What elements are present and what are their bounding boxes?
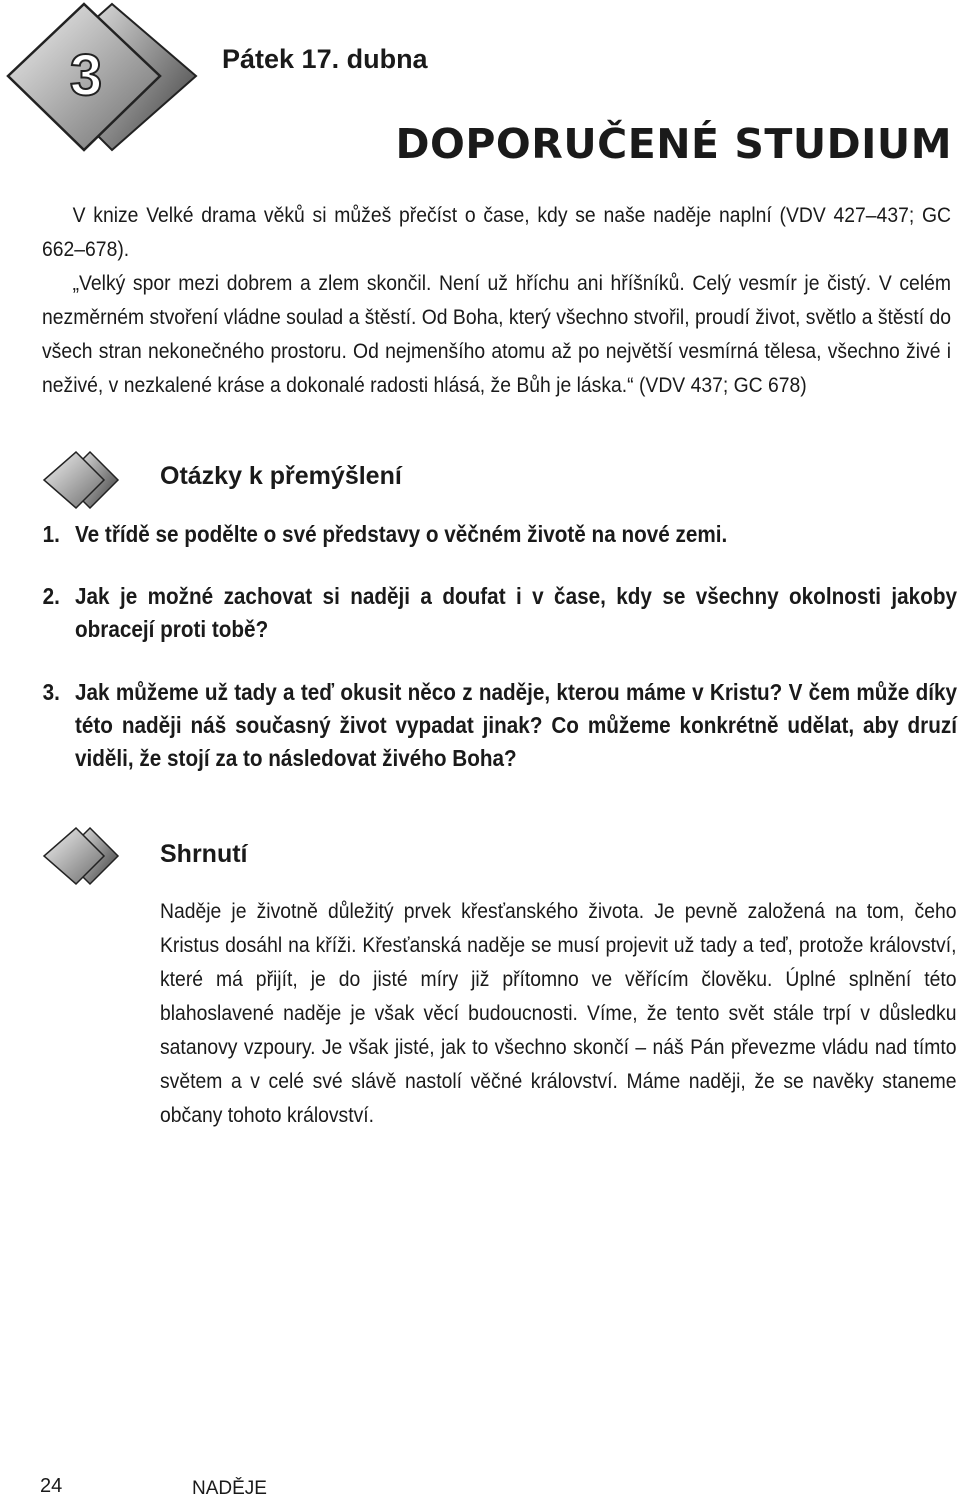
question-number: 1. — [42, 521, 60, 547]
summary-heading: Shrnutí — [160, 840, 248, 868]
study-paragraph: V knize Velké drama věků si můžeš přečíst o čase, kdy se naše naděje naplní (VDV 427–437; GC 662–678). — [42, 203, 952, 261]
study-quote: „Velký spor mezi dobrem a zlem skončil. Není už hříchu ani hříšníků. Celý vesmír je čistý. V celém nezměrném stvoření vládne soulad a štěstí. Od Boha, který všechno stvořil, proudí život, světlo a štěstí do všech stran nekonečného prostoru. Od nejmenšího atomu až po největší vesmírná tělesa, všechno živé i neživé, v nezkalené kráse a dokonalé radosti hlásá, že Bůh je láska.“ (VDV 437; GC 678) — [42, 271, 952, 397]
page-number: 24 — [40, 1475, 63, 1497]
question-item — [42, 518, 939, 551]
question-text: Ve třídě se podělte o své představy o věčném životě na nové zemi. — [75, 521, 728, 547]
summary-text: Naděje je životně důležitý prvek křesťanského života. Je pevně založená na tom, čeho Kristus dosáhl na kříži. Křesťanská naděje se musí projevit už tady a teď, protože království, které má přijít, je do jisté míry již přítomno ve věřícím člověku. Úplné splnění této blahoslavené naděje je však věcí budoucnosti. Víme, že tento svět stále trpí v důsledku satanovy vzpoury. Je však jisté, jak to všechno skončí – náš Pán převezme vládu nad tímto světem a v celé své slávě nastolí věčné království. Máme naději, že se navěky staneme občany tohoto království. — [160, 899, 957, 1127]
question-item — [42, 580, 957, 646]
question-number: 3. — [42, 679, 60, 705]
section-title: DOPORUČENÉ STUDIUM — [395, 120, 952, 168]
chevron-diamond-icon — [40, 450, 120, 510]
questions-heading: Otázky k přemýšlení — [160, 462, 402, 490]
chevron-diamond-icon — [40, 826, 120, 886]
footer-title: NADĚJE — [192, 1478, 267, 1499]
question-number: 2. — [42, 583, 60, 609]
lesson-number: 3 — [69, 43, 101, 108]
day-title: Pátek 17. dubna — [222, 44, 428, 74]
question-item — [42, 676, 957, 775]
question-text: Jak je možné zachovat si naději a doufat i v čase, kdy se všechny okolnosti jakoby obracejí proti tobě? — [75, 583, 957, 642]
question-text: Jak můžeme už tady a teď okusit něco z naděje, kterou máme v Kristu? V čem může díky této naději náš současný život vypadat jinak? Co můžeme konkrétně udělat, aby druzí viděli, že stojí za to následovat živého Boha? — [75, 679, 957, 771]
